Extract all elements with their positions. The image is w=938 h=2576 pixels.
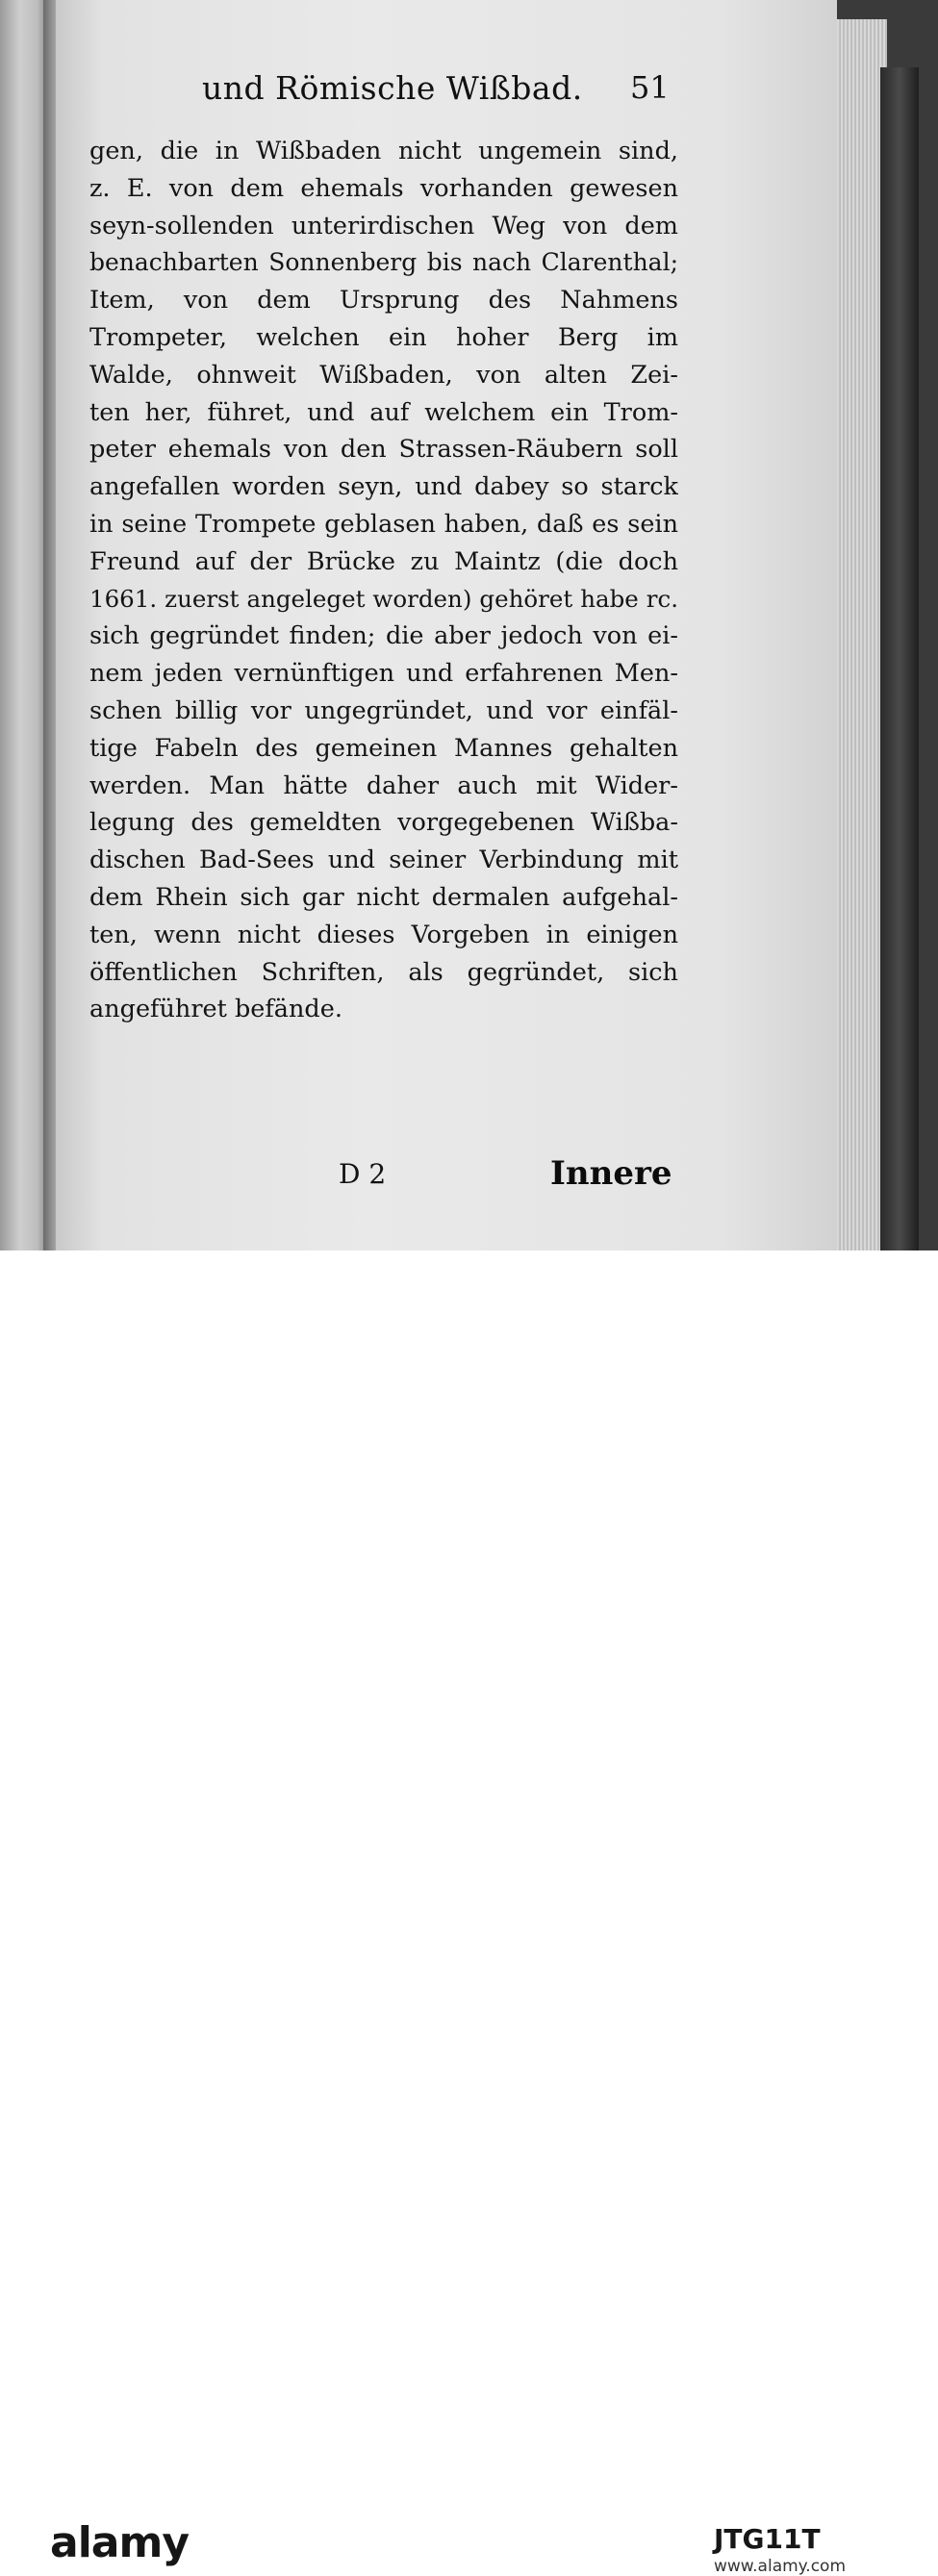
text-line: öffentlichen Schriften, als gegründet, sich: [89, 957, 678, 987]
text-line: dem Rhein sich gar nicht dermalen aufgehal-: [89, 882, 678, 912]
running-title: und Römische Wißbad.: [202, 69, 583, 107]
image-id: JTG11T: [714, 2523, 821, 2555]
text-line: Freund auf der Brücke zu Maintz (die doch: [89, 546, 678, 576]
text-line: sich gegründet finden; die aber jedoch von ei-: [89, 621, 678, 651]
signature-mark: D 2: [339, 1158, 387, 1190]
text-line: seyn-sollenden unterirdischen Weg von dem: [89, 211, 678, 240]
text-line: benachbarten Sonnenberg bis nach Clarenthal;: [89, 248, 678, 277]
text-line: Item, von dem Ursprung des Nahmens: [89, 286, 678, 316]
text-line: werden. Man hätte daher auch mit Wider-: [89, 770, 678, 800]
text-line: ten, wenn nicht dieses Vorgeben in einigen: [89, 920, 678, 949]
watermark-url: www.alamy.com: [714, 2557, 847, 2576]
text-line: z. E. von dem ehemals vorhanden gewesen: [89, 173, 678, 203]
page-header: [202, 69, 683, 117]
page-stack-edge: [829, 19, 887, 1250]
catchword: Innere: [550, 1154, 672, 1193]
text-line: ten her, führet, und auf welchem ein Trom-: [89, 397, 678, 427]
text-line: legung des gemeldten vorgegebenen Wißba-: [89, 808, 678, 838]
text-line: angefallen worden seyn, und dabey so starck: [89, 472, 678, 502]
book-cover: [880, 67, 919, 1250]
text-line: in seine Trompete geblasen haben, daß es sein: [89, 509, 678, 539]
text-line-last: angeführet befände.: [89, 995, 342, 1024]
text-line: Trompeter, welchen ein hoher Berg im: [89, 322, 678, 352]
text-line: nem jeden vernünftigen und erfahrenen Men-: [89, 659, 678, 689]
text-line: tige Fabeln des gemeinen Mannes gehalten: [89, 733, 678, 763]
text-line: peter ehemals von den Strassen-Räubern soll: [89, 435, 678, 465]
book-photo: [0, 0, 938, 1250]
body-text: [89, 133, 678, 1028]
alamy-logo: alamy: [50, 2518, 189, 2567]
text-line: schen billig vor ungegründet, und vor einfäl-: [89, 695, 678, 725]
page-number: 51: [630, 69, 670, 106]
text-line: gen, die in Wißbaden nicht ungemein sind,: [89, 137, 678, 165]
text-line: 1661. zuerst angeleget worden) gehöret habe rc.: [89, 584, 678, 613]
watermark-bar: [0, 1250, 938, 2576]
text-line: Walde, ohnweit Wißbaden, von alten Zei-: [89, 360, 678, 390]
text-line: dischen Bad-Sees und seiner Verbindung mit: [89, 846, 678, 875]
